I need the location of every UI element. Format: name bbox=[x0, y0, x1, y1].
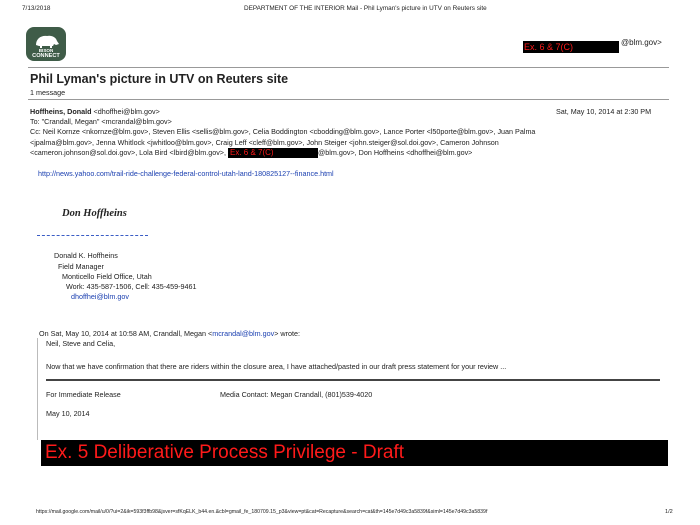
logo-line-2: CONNECT bbox=[32, 53, 60, 59]
print-date: 7/13/2018 bbox=[22, 5, 51, 12]
deliberative-redaction-text: Ex. 5 Deliberative Process Privilege - Draft bbox=[45, 442, 405, 463]
header-rule bbox=[28, 67, 669, 68]
signature-phones: Work: 435-587-1506, Cell: 435-459-9461 bbox=[66, 282, 197, 291]
media-contact: Media Contact: Megan Crandall, (801)539-4020 bbox=[220, 390, 373, 399]
print-title: DEPARTMENT OF THE INTERIOR Mail - Phil Lyman's picture in UTV on Reuters site bbox=[244, 5, 487, 12]
release-date: May 10, 2014 bbox=[46, 409, 90, 418]
cc-redaction: Ex. 6 & 7(C) bbox=[228, 148, 318, 158]
quote-body: Now that we have confirmation that there are riders within the closure area, I have attached/pasted in our draft press statement for your review ... bbox=[46, 362, 507, 371]
thread-subject: Phil Lyman's picture in UTV on Reuters site bbox=[30, 72, 289, 86]
cc-line-3-end: @blm.gov>, Don Hoffheins <dhoffhei@blm.gov> bbox=[318, 148, 473, 157]
cc-line-3-start: <cameron.johnson@sol.doi.gov>, Lola Bird <lbird@blm.gov>, bbox=[30, 148, 226, 157]
signature-divider bbox=[37, 235, 148, 236]
quote-bar bbox=[37, 338, 38, 440]
quote-header: On Sat, May 10, 2014 at 10:58 AM, Crandall, Megan <mcrandal@blm.gov> wrote: bbox=[39, 329, 301, 338]
sender-email: <dhoffhei@blm.gov> bbox=[93, 107, 160, 116]
signature-script-name: Don Hoffheins bbox=[62, 208, 127, 219]
bison-connect-logo bbox=[26, 27, 66, 61]
sender bbox=[30, 107, 160, 116]
cc-line-2: <jpalma@blm.gov>, Jenna Whitlock <jwhitloo@blm.gov>, Craig Leff <cleff@blm.gov>, John Steiger <john.steiger@sol.doi.gov>, Cameron Johnson bbox=[30, 138, 499, 147]
account-domain: @blm.gov> bbox=[621, 38, 662, 47]
article-link[interactable]: http://news.yahoo.com/trail-ride-challenge-federal-control-utah-land-180825127--finance.html bbox=[38, 169, 334, 178]
message-count: 1 message bbox=[30, 88, 66, 97]
logo-line-1: BISON bbox=[38, 48, 54, 53]
footer-page: 1/2 bbox=[665, 509, 673, 515]
signature-office: Monticello Field Office, Utah bbox=[62, 272, 152, 281]
press-rule bbox=[46, 379, 660, 381]
account-redaction: Ex. 6 & 7(C) bbox=[523, 37, 621, 49]
signature-title: Field Manager bbox=[58, 262, 104, 271]
cc-line-1: Cc: Neil Kornze <nkornze@blm.gov>, Steven Ellis <sellis@blm.gov>, Celia Boddington <cbodding@blm.gov>, Lance Porter <l50porte@blm.gov>, Juan Palma bbox=[30, 127, 536, 136]
message-date: Sat, May 10, 2014 at 2:30 PM bbox=[556, 107, 652, 116]
to-line: To: "Crandall, Megan" <mcrandal@blm.gov> bbox=[30, 117, 172, 126]
cc-line-3 bbox=[30, 148, 472, 158]
sender-name: Hoffheins, Donald bbox=[30, 107, 92, 116]
signature-email[interactable]: dhoffhei@blm.gov bbox=[71, 292, 129, 301]
quote-greeting: Neil, Steve and Celia, bbox=[46, 339, 116, 348]
deliberative-redaction bbox=[41, 440, 668, 466]
signature-name: Donald K. Hoffheins bbox=[54, 251, 118, 260]
release-label: For Immediate Release bbox=[46, 390, 121, 399]
quote-header-email[interactable]: mcrandal@blm.gov bbox=[212, 329, 275, 338]
footer-url: https://mail.google.com/mail/u/0/?ui=2&ik=593f3ffb98&jsver=sfKqELK_b44.en.&cbl=gmail_fe_180709.15_p3&view=pt&cat=Recapture&search=cat&th=145e7d49c3a5839f&siml=145e7d49c3a5839f bbox=[36, 509, 488, 515]
subject-rule bbox=[28, 99, 669, 100]
